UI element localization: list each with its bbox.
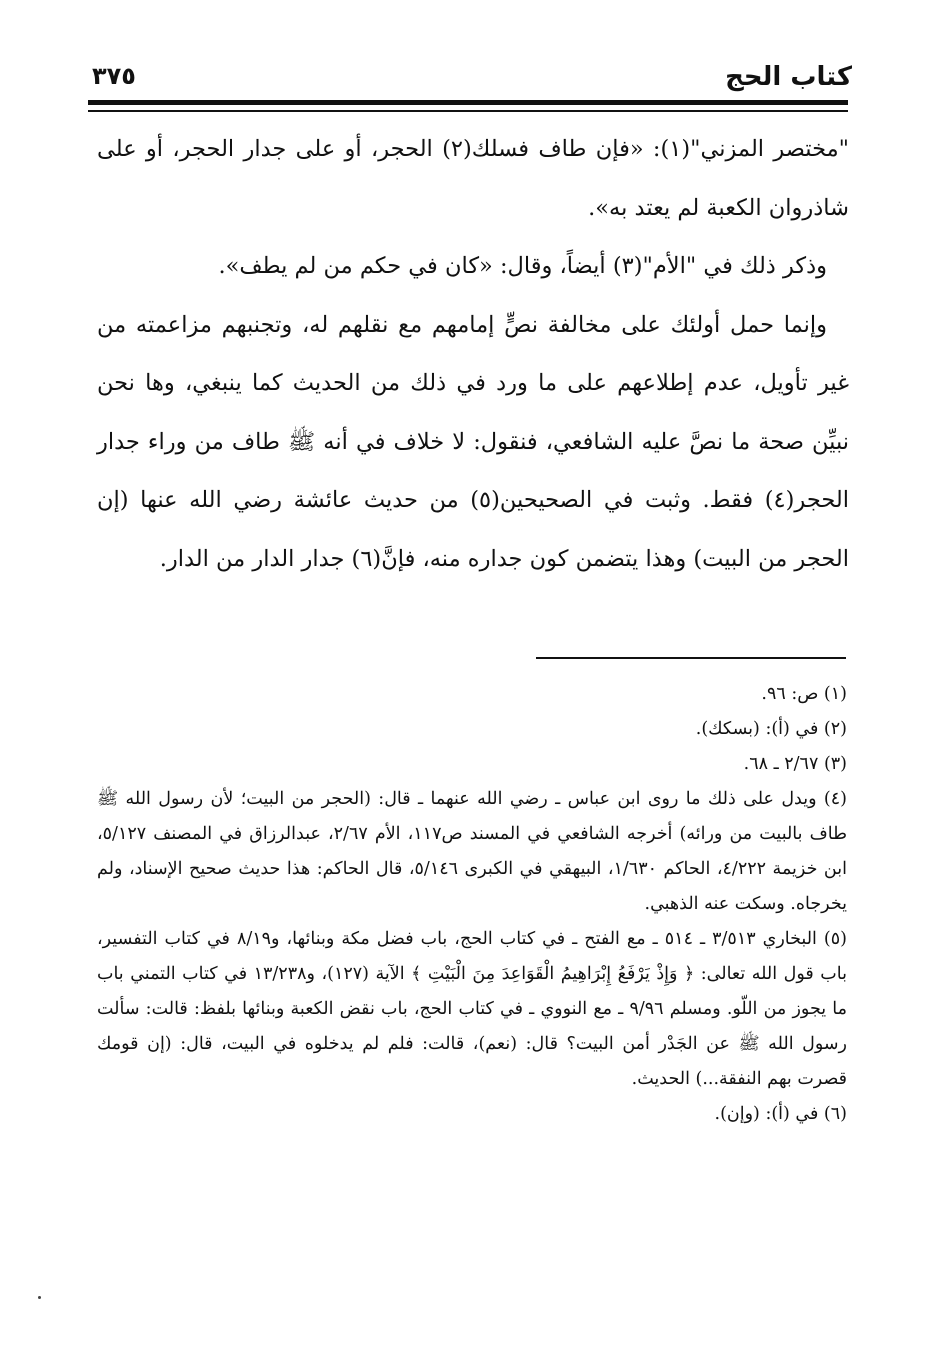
header-rule-thick xyxy=(88,100,848,105)
main-text xyxy=(97,120,849,588)
footnote: (٢) في (أ): (بسكك). xyxy=(695,719,847,739)
footnote: (٣) ٢/٦٧ ـ ٦٨. xyxy=(743,754,847,774)
page-number: ٣٧٥ xyxy=(92,62,136,90)
scan-speck xyxy=(38,1296,41,1299)
body-paragraph: وإنما حمل أولئك على مخالفة نصٍّ إمامهم مع نقلهم له، وتجنبهم مزاعمته من غير تأويل، عدم إطلاعهم على ما ورد في ذلك من الحديث كما ينبغي، وها نحن نبيِّن صحة ما نصَّ عليه الشافعي، فنقول: لا خلاف في أنه ﷺ طاف من وراء جدار الحجر(٤) فقط. وثبت في الصحيحين(٥) من حديث عائشة رضي الله عنها (إن الحجر من البيت) وهذا يتضمن كون جداره منه، فإنَّ(٦) جدار الدار من الدار. xyxy=(97,311,849,572)
footnote: (٥) البخاري ٣/٥١٣ ـ ٥١٤ ـ مع الفتح ـ في كتاب الحج، باب فضل مكة وبنائها، و٨/١٩ في كتاب التفسير، باب قول الله تعالى: ﴿ وَإِذْ يَرْفَعُ إِبْرَاهِيمُ الْقَوَاعِدَ مِنَ الْبَيْتِ ﴾ الآية (١٢٧)، و١٣/٢٣٨ في كتاب التمني باب ما يجوز من اللّو. ومسلم ٩/٩٦ ـ مع النووي ـ في كتاب الحج، باب نقض الكعبة وبنائها بلفظ: قالت: سألت رسول الله ﷺ عن الجَدْر أمن البيت؟ قال: (نعم)، قالت: فلم لم يدخلوه في البيت، قال: (إن قومك قصرت بهم النفقة...) الحديث. xyxy=(97,929,847,1089)
footnote: (١) ص: ٩٦. xyxy=(761,684,847,704)
footnote-separator xyxy=(536,657,846,659)
header-rule-thin xyxy=(88,110,848,112)
running-header-title: كتاب الحج xyxy=(725,62,852,92)
footnotes xyxy=(97,677,847,1132)
footnote: (٤) ويدل على ذلك ما روى ابن عباس ـ رضي الله عنهما ـ قال: (الحجر من البيت؛ لأن رسول الله ﷺ طاف بالبيت من ورائه) أخرجه الشافعي في المسند ص١١٧، الأم ٢/٦٧، عبدالرزاق في المصنف ٥/١٢٧، ابن خزيمة ٤/٢٢٢، الحاكم ١/٦٣٠، البيهقي في الكبرى ٥/١٤٦، قال الحاكم: هذا حديث صحيح الإسناد، ولم يخرجاه. وسكت عنه الذهبي. xyxy=(97,789,847,914)
footnote: (٦) في (أ): (وإن). xyxy=(714,1104,847,1124)
body-paragraph: "مختصر المزني"(١): «فإن طاف فسلك(٢) الحجر، أو على جدار الحجر، أو على شاذروان الكعبة لم يعتد به». xyxy=(97,136,849,221)
body-paragraph: وذكر ذلك في "الأم"(٣) أيضاً، وقال: «كان في حكم من لم يطف». xyxy=(218,253,827,279)
